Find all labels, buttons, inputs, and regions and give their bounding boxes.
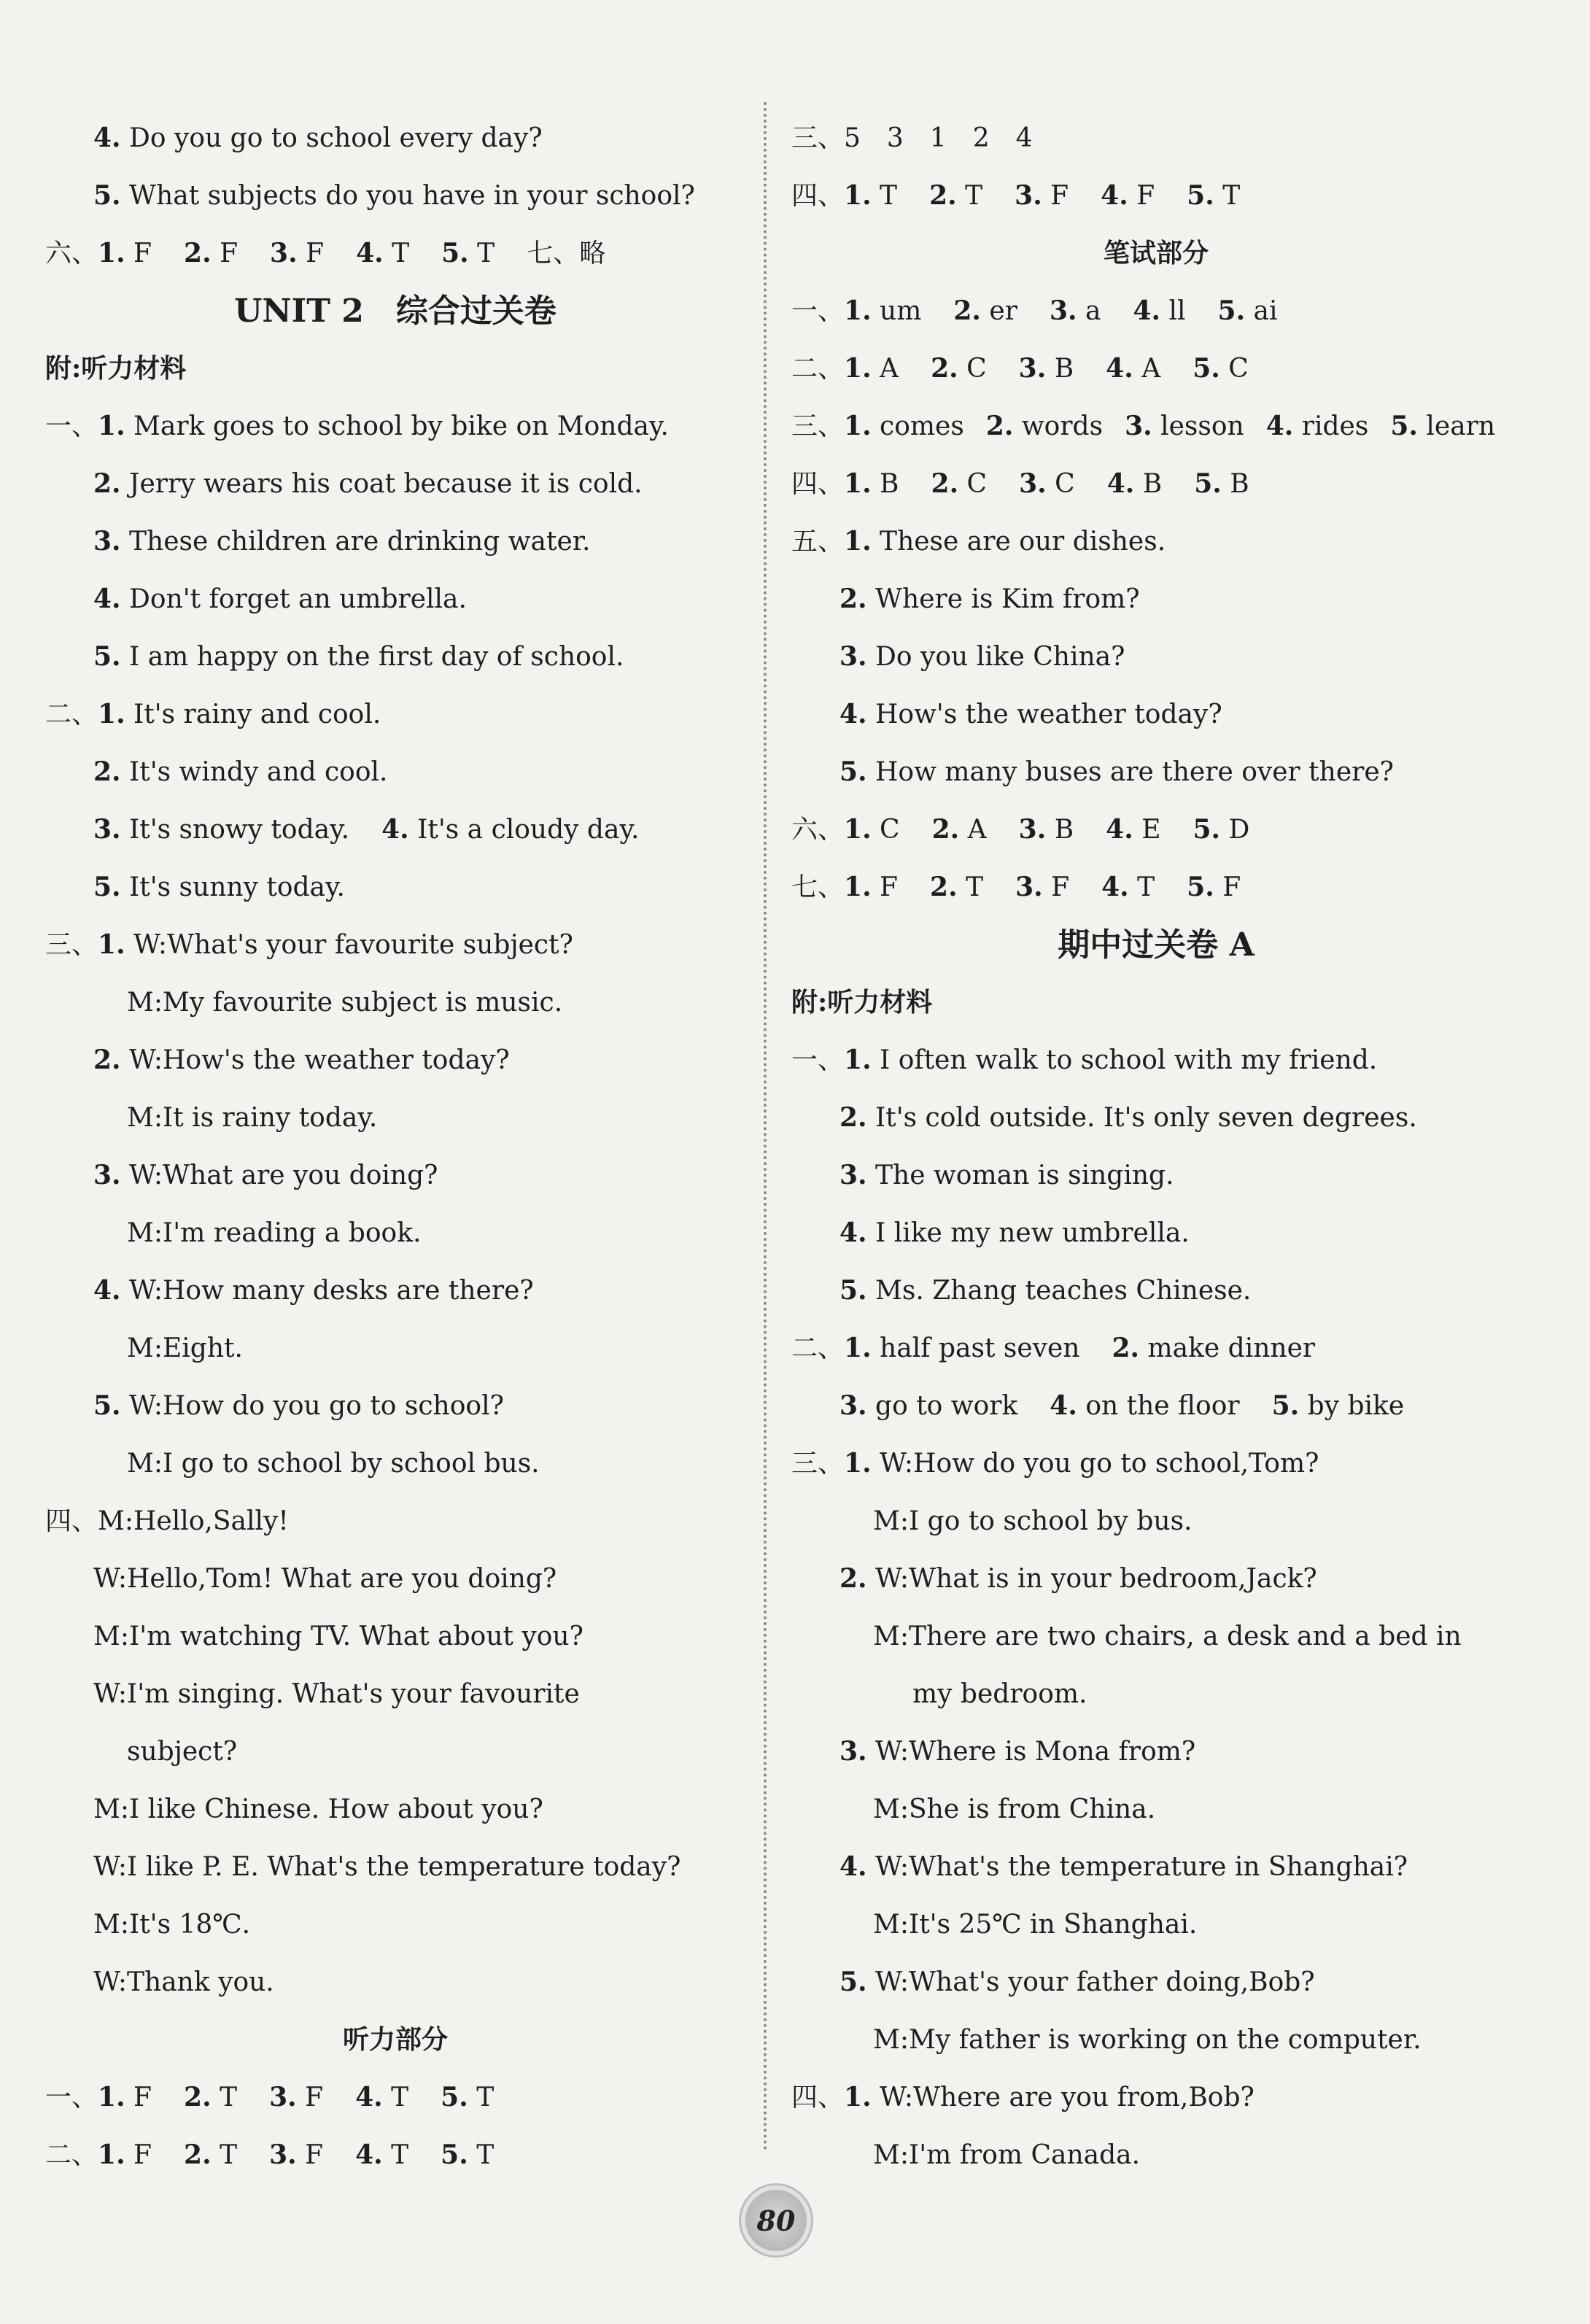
page-number: 80 xyxy=(745,2190,807,2251)
answer-line: 2. Where is Kim from? xyxy=(839,584,1140,614)
dialog-line: M:I'm from Canada. xyxy=(873,2140,1141,2170)
column-divider xyxy=(764,102,767,2152)
answer-line: 六、1. F 2. F 3. F 4. T 5. T 七、略 xyxy=(45,238,606,268)
answer-line: 一、1. Mark goes to school by bike on Monday. xyxy=(45,411,669,441)
section-heading: UNIT 2 综合过关卷 xyxy=(234,293,556,330)
dialog-line: M:I go to school by school bus. xyxy=(127,1449,540,1479)
answer-line: 二、1. half past seven 2. make dinner xyxy=(791,1333,1316,1363)
dialog-line: M:It's 25℃ in Shanghai. xyxy=(873,1910,1198,1940)
answer-line: 三、5 3 1 2 4 xyxy=(791,123,1033,153)
answer-line: 5. It's sunny today. xyxy=(93,872,345,902)
answer-line: 四、1. B 2. C 3. C 4. B 5. B xyxy=(791,468,1249,499)
section-heading: 期中过关卷 A xyxy=(1058,926,1254,964)
left-column xyxy=(45,109,745,2184)
answer-line: 二、1. It's rainy and cool. xyxy=(45,699,381,729)
answer-line: 2. Jerry wears his coat because it is cold. xyxy=(93,468,643,499)
answer-line: 3. The woman is singing. xyxy=(839,1160,1174,1190)
answer-line: 五、1. These are our dishes. xyxy=(791,526,1166,557)
dialog-line: 5. W:What's your father doing,Bob? xyxy=(839,1967,1315,1997)
right-column xyxy=(791,109,1521,2184)
dialog-line: 三、1. W:How do you go to school,Tom? xyxy=(791,1448,1319,1479)
attachment-label: 附:听力材料 xyxy=(45,353,187,384)
answer-line: 3. It's snowy today. 4. It's a cloudy day. xyxy=(93,814,640,845)
dialog-line: 三、1. W:What's your favourite subject? xyxy=(45,929,573,960)
answer-line: 3. go to work 4. on the floor 5. by bike xyxy=(839,1390,1405,1421)
answer-line: 5. I am happy on the first day of school. xyxy=(93,641,624,672)
answer-line: 一、1. I often walk to school with my friend. xyxy=(791,1045,1378,1075)
dialog-line: W:I'm singing. What's your favourite xyxy=(93,1679,580,1709)
answer-line: 4. Don't forget an umbrella. xyxy=(93,584,467,614)
dialog-line: M:I'm watching TV. What about you? xyxy=(93,1622,583,1651)
answer-line: 二、1. F 2. T 3. F 4. T 5. T xyxy=(45,2139,495,2170)
answer-line: 2. It's windy and cool. xyxy=(93,756,388,787)
dialog-line: 2. W:What is in your bedroom,Jack? xyxy=(839,1563,1317,1594)
section-subheading: 听力部分 xyxy=(342,2024,448,2055)
dialog-line: 四、M:Hello,Sally! xyxy=(45,1506,289,1536)
answer-line: 4. Do you go to school every day? xyxy=(93,123,543,153)
dialog-line: M:I go to school by bus. xyxy=(873,1506,1192,1536)
dialog-line: 四、1. W:Where are you from,Bob? xyxy=(791,2082,1254,2112)
answer-line: 一、1. F 2. T 3. F 4. T 5. T xyxy=(45,2082,495,2112)
dialog-line: M:She is from China. xyxy=(873,1794,1156,1824)
answer-line: 一、1. um 2. er 3. a 4. ll 5. ai xyxy=(791,295,1278,326)
answer-line: 5. Ms. Zhang teaches Chinese. xyxy=(839,1275,1252,1306)
section-subheading: 笔试部分 xyxy=(1103,238,1209,268)
dialog-line: 5. W:How do you go to school? xyxy=(93,1390,504,1421)
dialog-line: W:Thank you. xyxy=(93,1967,274,1997)
dialog-line: M:Eight. xyxy=(127,1333,243,1363)
dialog-line: M:My favourite subject is music. xyxy=(127,988,563,1018)
dialog-line: W:I like P. E. What's the temperature today? xyxy=(93,1852,681,1882)
dialog-line: M:My father is working on the computer. xyxy=(873,2025,1422,2055)
dialog-line: 4. W:What's the temperature in Shanghai? xyxy=(839,1851,1408,1882)
dialog-line: 4. W:How many desks are there? xyxy=(93,1275,534,1306)
answer-line: 四、1. T 2. T 3. F 4. F 5. T xyxy=(791,180,1241,211)
answer-line: 4. How's the weather today? xyxy=(839,699,1222,729)
answer-line: 3. Do you like China? xyxy=(839,641,1125,672)
dialog-line: M:I like Chinese. How about you? xyxy=(93,1794,543,1824)
dialog-line: W:Hello,Tom! What are you doing? xyxy=(93,1564,557,1594)
answer-line: 2. It's cold outside. It's only seven degrees. xyxy=(839,1102,1417,1133)
dialog-line: M:It's 18℃. xyxy=(93,1910,251,1940)
answer-line: 三、1. comes 2. words 3. lesson 4. rides 5. learn xyxy=(791,411,1496,441)
attachment-label: 附:听力材料 xyxy=(791,987,933,1018)
answer-line: 4. I like my new umbrella. xyxy=(839,1217,1190,1248)
dialog-line: my bedroom. xyxy=(912,1679,1087,1709)
dialog-line: M:It is rainy today. xyxy=(127,1103,378,1133)
answer-line: 5. What subjects do you have in your school? xyxy=(93,180,695,211)
answer-line: 七、1. F 2. T 3. F 4. T 5. F xyxy=(791,872,1241,902)
dialog-line: 3. W:Where is Mona from? xyxy=(839,1736,1196,1767)
answer-line: 3. These children are drinking water. xyxy=(93,526,591,557)
dialog-line: subject? xyxy=(127,1737,238,1767)
dialog-line: 3. W:What are you doing? xyxy=(93,1160,438,1190)
answer-line: 二、1. A 2. C 3. B 4. A 5. C xyxy=(791,353,1249,384)
dialog-line: 2. W:How's the weather today? xyxy=(93,1045,510,1075)
answer-line: 5. How many buses are there over there? xyxy=(839,756,1394,787)
dialog-line: M:There are two chairs, a desk and a bed in xyxy=(873,1622,1462,1651)
answer-line: 六、1. C 2. A 3. B 4. E 5. D xyxy=(791,814,1250,845)
dialog-line: M:I'm reading a book. xyxy=(127,1218,422,1248)
